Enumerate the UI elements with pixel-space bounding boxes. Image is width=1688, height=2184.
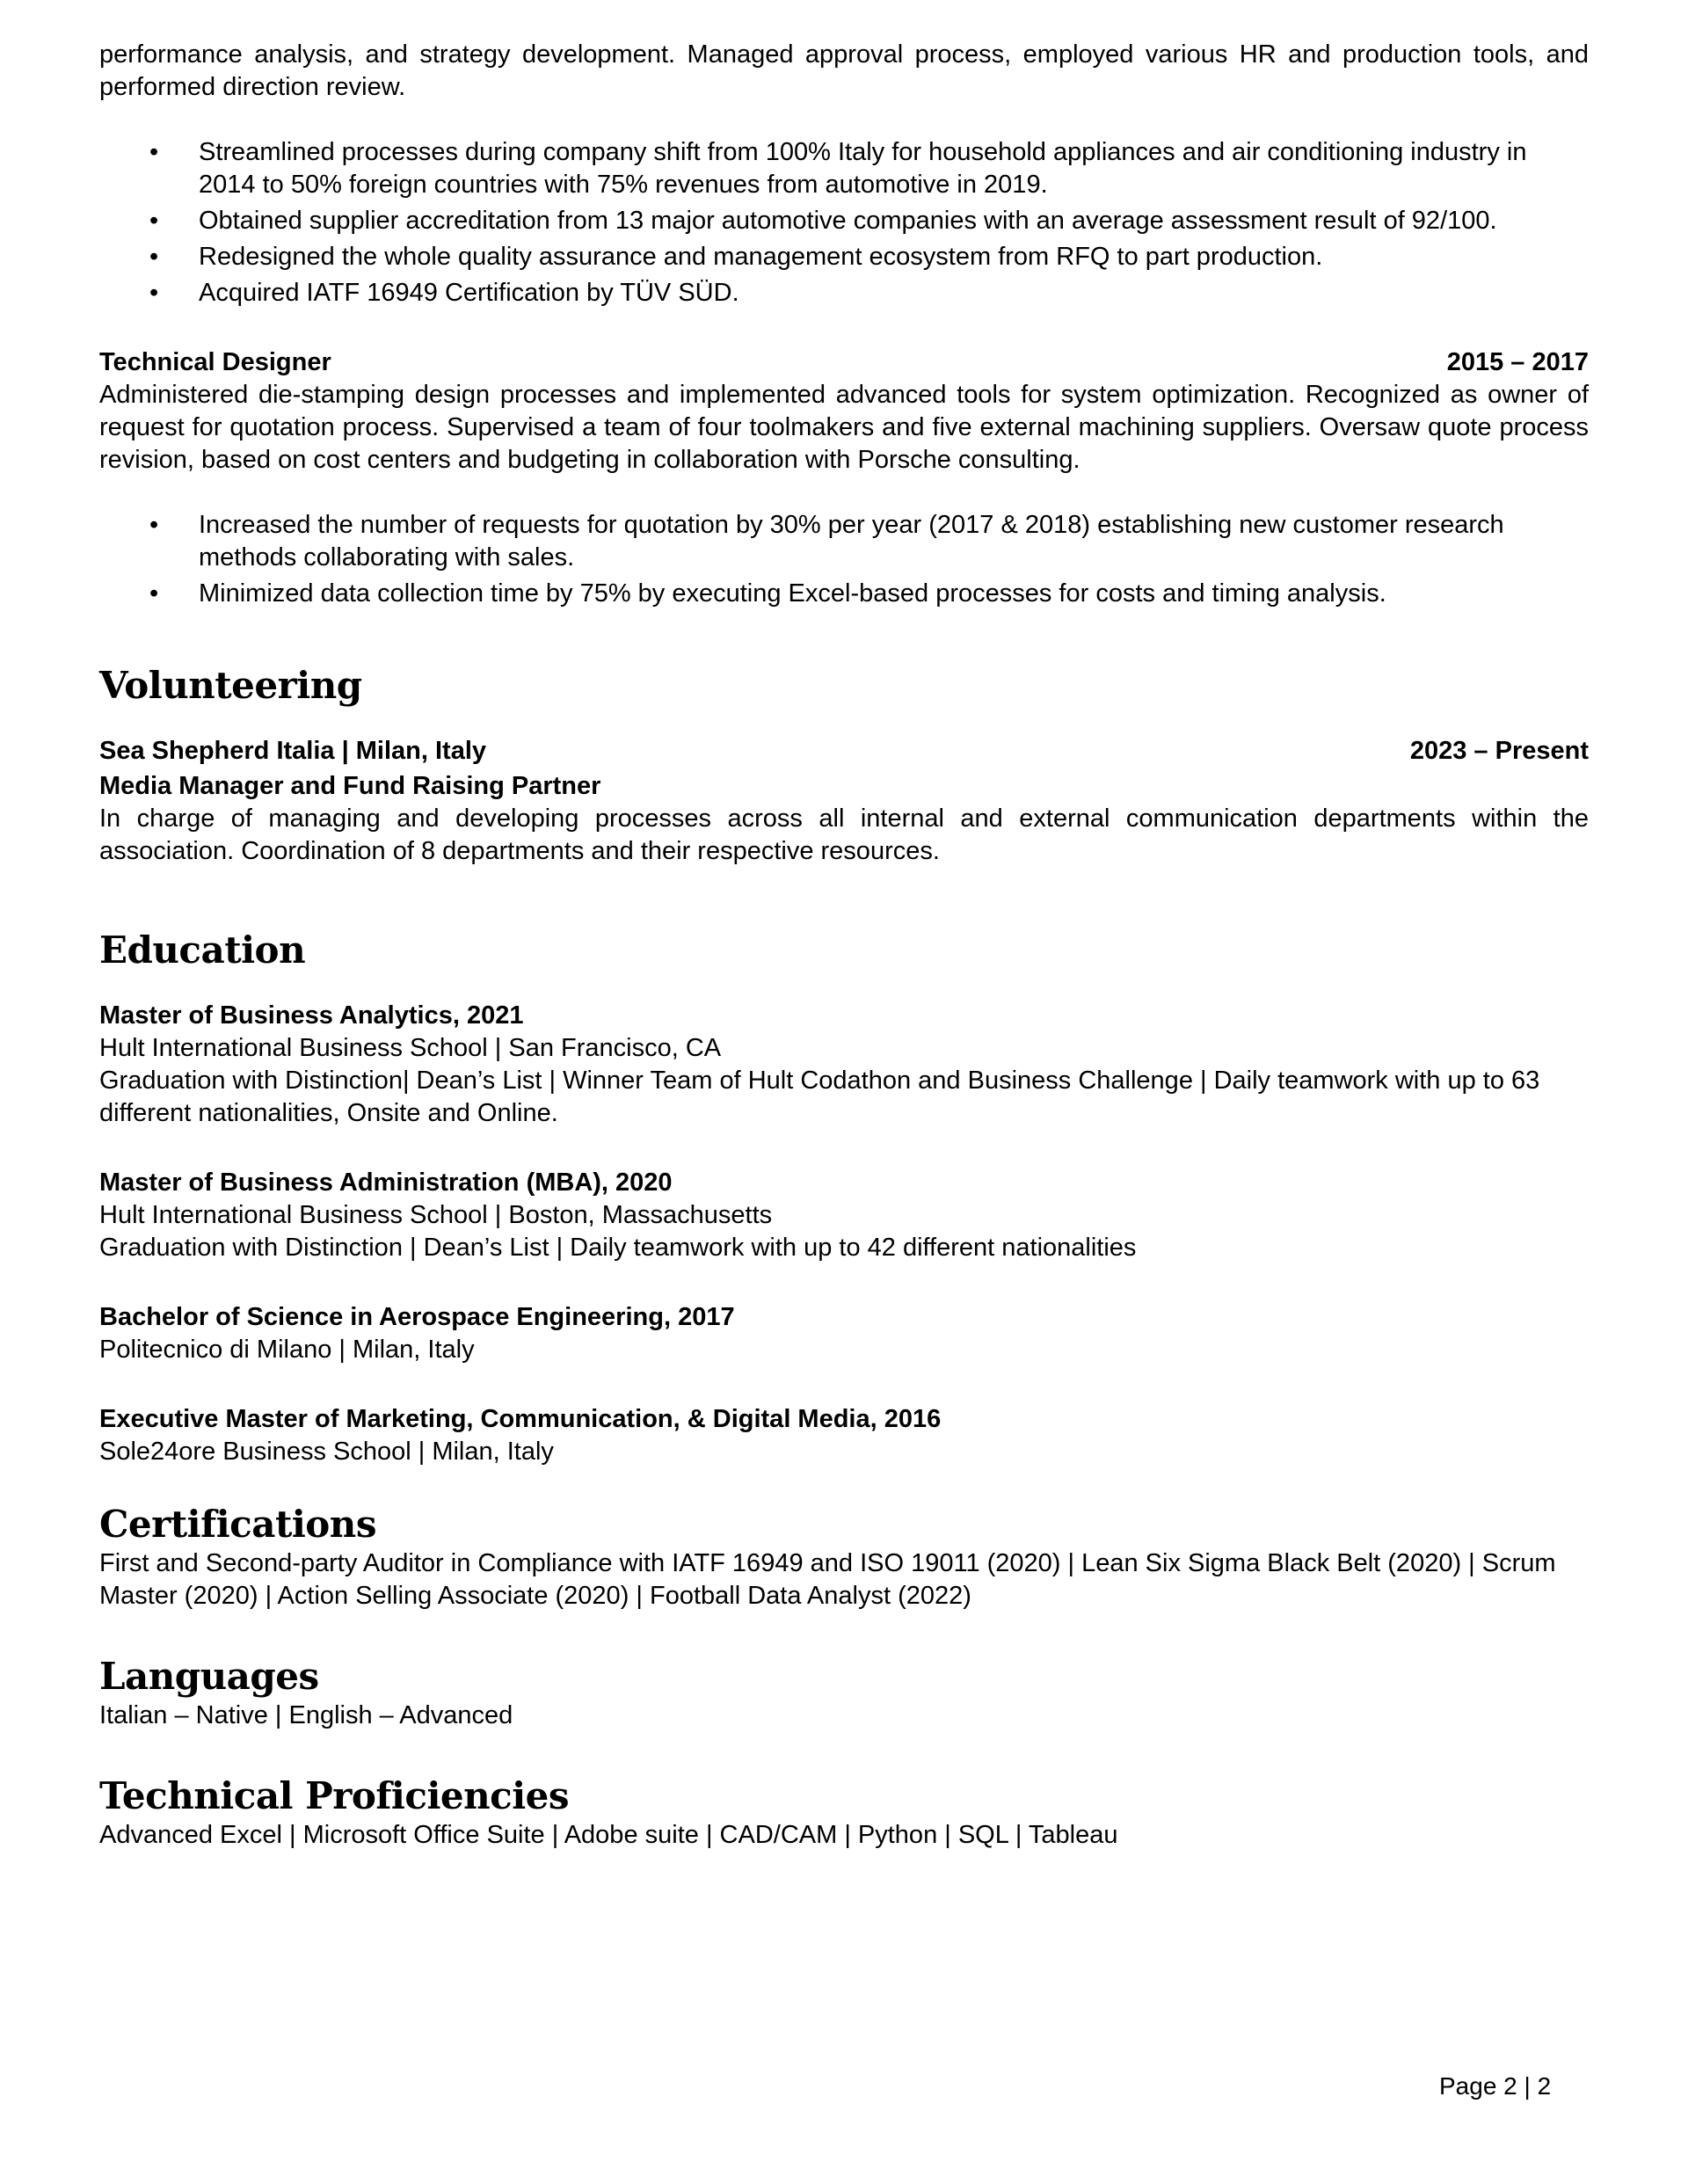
section-heading-certifications: Certifications xyxy=(99,1503,376,1546)
job-dates: 2015 – 2017 xyxy=(1446,348,1589,376)
certifications-text: First and Second-party Auditor in Compliance with IATF 16949 and ISO 19011 (2020) | Lean Six Sigma Black Belt (2020) | Scrum Master (2020) | Action Selling Associate (2020) | Football Data Analyst (2022) xyxy=(99,1549,1556,1610)
education-details: Graduation with Distinction | Dean’s List | Daily teamwork with up to 42 different nationalities xyxy=(99,1234,1137,1262)
experience-bullets xyxy=(99,136,1589,309)
education-details: Graduation with Distinction| Dean’s List | Winner Team of Hult Codathon and Business Challenge | Daily teamwork with up to 63 different nationalities, Onsite and Online. xyxy=(99,1067,1540,1127)
volunteer-org: Sea Shepherd Italia | Milan, Italy xyxy=(99,737,487,765)
page-number: Page 2 | 2 xyxy=(1439,2072,1552,2100)
section-heading-languages: Languages xyxy=(99,1655,319,1698)
section-heading-volunteering: Volunteering xyxy=(99,664,362,707)
education-entry xyxy=(99,1167,1589,1264)
degree: Executive Master of Marketing, Communication, & Digital Media, 2016 xyxy=(99,1405,942,1433)
section-heading-technical-proficiencies: Technical Proficiencies xyxy=(99,1774,570,1817)
list-item: • Minimized data collection time by 75% by executing Excel-based processes for costs and timing analysis. xyxy=(99,578,1589,610)
volunteer-role: Media Manager and Fund Raising Partner xyxy=(99,772,601,800)
technical-proficiencies-text: Advanced Excel | Microsoft Office Suite | Adobe suite | CAD/CAM | Python | SQL | Tableau xyxy=(99,1821,1118,1849)
degree: Master of Business Administration (MBA), 2020 xyxy=(99,1168,673,1197)
resume-page xyxy=(99,39,1589,1852)
education-entry xyxy=(99,1301,1589,1366)
job-header xyxy=(99,346,1589,379)
section-heading-education: Education xyxy=(99,928,306,972)
volunteer-dates: 2023 – Present xyxy=(1409,737,1589,765)
experience-intro: performance analysis, and strategy development. Managed approval process, employed various HR and production tools, and performed direction review. xyxy=(99,40,1589,101)
degree: Bachelor of Science in Aerospace Engineering, 2017 xyxy=(99,1303,735,1331)
job-description: Administered die-stamping design processes and implemented advanced tools for system optimization. Recognized as owner of request for quotation process. Supervised a team of four toolmakers and five external machining suppliers. Oversaw quote process revision, based on cost centers and budgeting in collaboration with Porsche consulting. xyxy=(99,381,1589,474)
volunteer-header xyxy=(99,735,1589,768)
school: Hult International Business School | San Francisco, CA xyxy=(99,1034,722,1062)
education-entry xyxy=(99,1000,1589,1130)
school: Politecnico di Milano | Milan, Italy xyxy=(99,1336,475,1364)
job-bullets xyxy=(99,509,1589,610)
list-item: • Streamlined processes during company shift from 100% Italy for household appliances and air conditioning industry in 2014 to 50% foreign countries with 75% revenues from automotive in 2019. xyxy=(99,136,1589,201)
degree: Master of Business Analytics, 2021 xyxy=(99,1001,524,1030)
volunteer-description: In charge of managing and developing processes across all internal and external communication departments within the association. Coordination of 8 departments and their respective resources. xyxy=(99,804,1589,865)
languages-text: Italian – Native | English – Advanced xyxy=(99,1701,513,1729)
list-item: • Obtained supplier accreditation from 13 major automotive companies with an average assessment result of 92/100. xyxy=(99,205,1589,237)
school: Sole24ore Business School | Milan, Italy xyxy=(99,1438,554,1466)
school: Hult International Business School | Boston, Massachusetts xyxy=(99,1201,773,1229)
job-title: Technical Designer xyxy=(99,348,331,376)
list-item: • Acquired IATF 16949 Certification by TÜV SÜD. xyxy=(99,277,1589,309)
education-entry xyxy=(99,1403,1589,1468)
list-item: • Redesigned the whole quality assurance and management ecosystem from RFQ to part production. xyxy=(99,241,1589,273)
list-item: • Increased the number of requests for quotation by 30% per year (2017 & 2018) establishing new customer research methods collaborating with sales. xyxy=(99,509,1589,574)
